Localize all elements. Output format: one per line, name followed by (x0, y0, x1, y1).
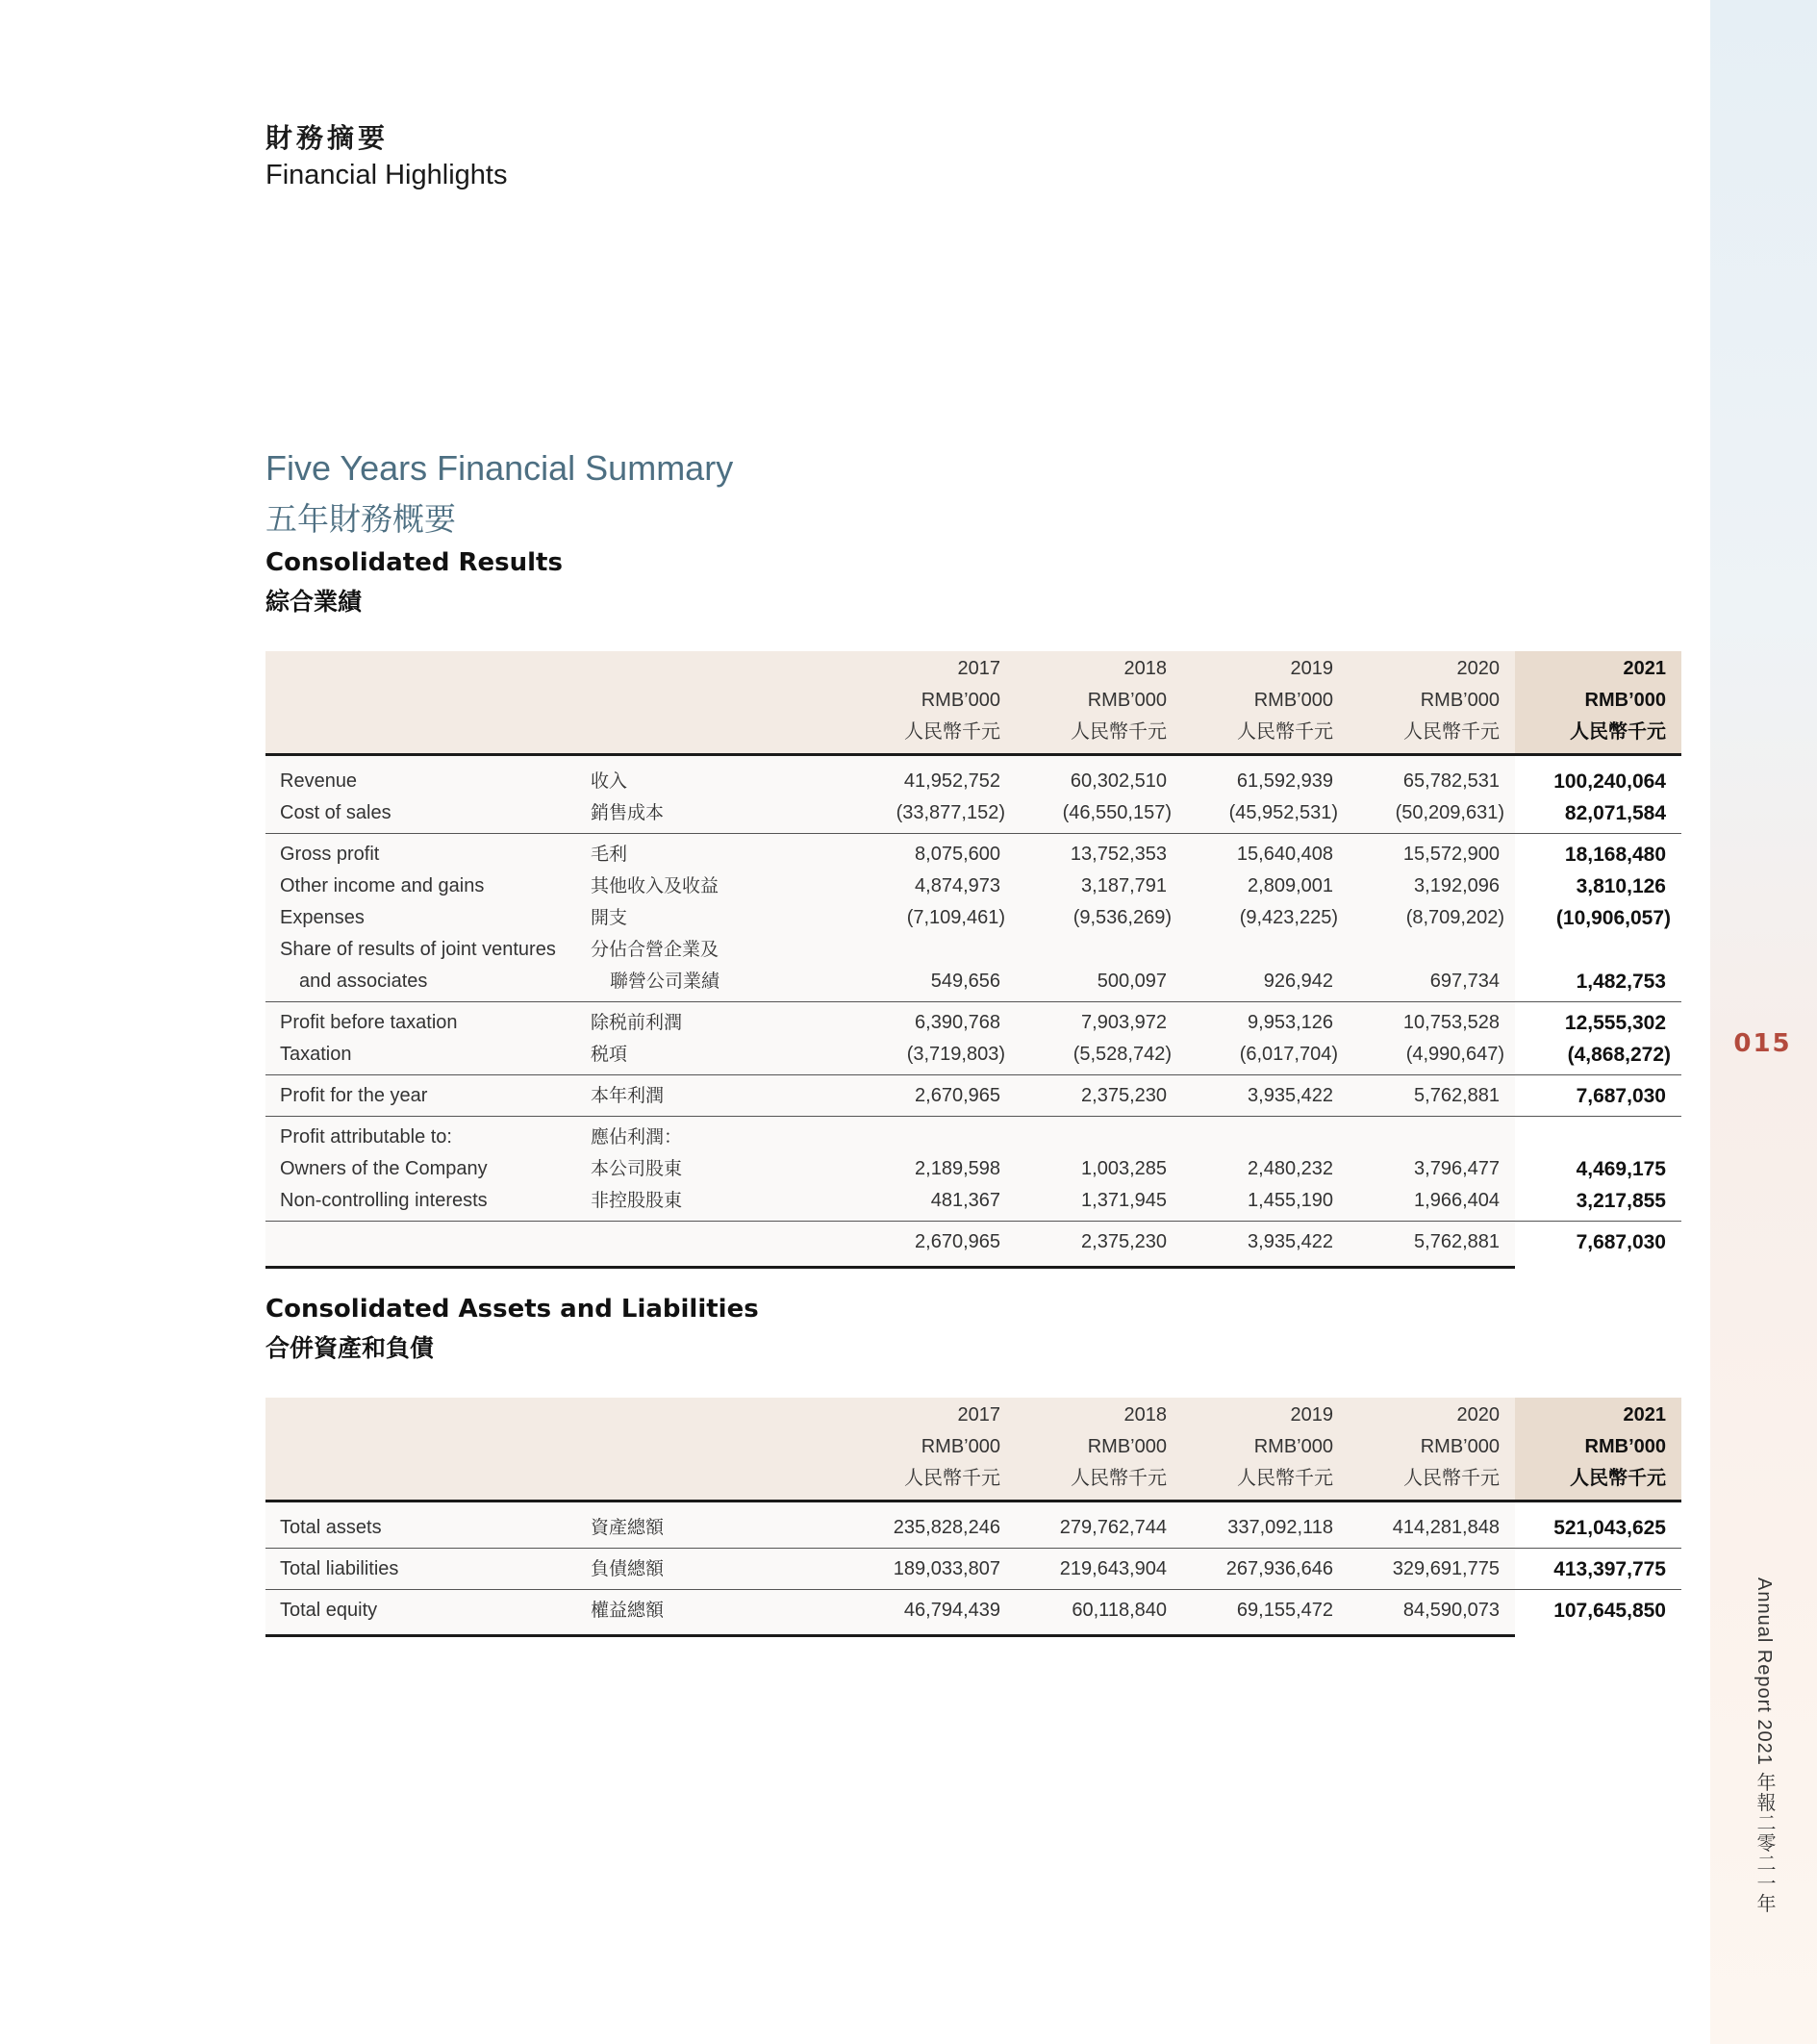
value-2018: 2,375,230 (1081, 1085, 1167, 1106)
value-2018: 7,903,972 (1081, 1012, 1167, 1033)
row-divider (265, 1071, 1681, 1080)
header-title-cn: 財務摘要 (265, 122, 390, 154)
value-2017: 189,033,807 (893, 1558, 1000, 1579)
table-row (265, 1039, 1681, 1071)
column-unit: RMB’000 (1420, 690, 1500, 711)
row-label-cn: 本年利潤 (591, 1085, 665, 1106)
value-2019: (45,952,531) (1228, 802, 1338, 823)
side-caption: Annual Report 2021 年報二零二一年 (1754, 1577, 1775, 1914)
value-2019: 15,640,408 (1236, 844, 1333, 865)
value-2019: 337,092,118 (1227, 1517, 1333, 1538)
row-label-cn: 税項 (591, 1044, 628, 1065)
value-2020: 65,782,531 (1402, 770, 1500, 792)
value-2017: 6,390,768 (915, 1012, 1000, 1033)
table-row (265, 871, 1681, 902)
row-label-en: Revenue (280, 770, 358, 792)
value-2018: (9,536,269) (1073, 907, 1172, 928)
column-header-2019 (1179, 1400, 1333, 1495)
row-divider (265, 997, 1681, 1007)
value-2017: 235,828,246 (893, 1517, 1000, 1538)
value-2018: 279,762,744 (1059, 1517, 1167, 1538)
row-label-en: Cost of sales (280, 802, 391, 823)
row-label-en: Share of results of joint ventures (280, 939, 556, 960)
value-2017: 549,656 (930, 971, 1000, 992)
value-2019: (6,017,704) (1239, 1044, 1338, 1065)
value-2018: 13,752,353 (1070, 844, 1167, 865)
table-row (265, 1153, 1681, 1185)
summary-title-cn: 五年財務概要 (265, 500, 456, 538)
table-row (265, 839, 1681, 871)
row-label-cn: 權益總額 (591, 1600, 665, 1621)
column-unit: RMB’000 (921, 690, 1000, 711)
table-row (265, 1595, 1681, 1627)
value-2019: 9,953,126 (1248, 1012, 1333, 1033)
column-header-2018 (1013, 653, 1167, 748)
table-row (265, 1226, 1681, 1258)
value-2020: 3,192,096 (1414, 875, 1500, 896)
summary-title-en: Five Years Financial Summary (265, 448, 734, 488)
column-unit-cn: 人民幣千元 (1237, 1468, 1333, 1489)
value-2021: (10,906,057) (1555, 907, 1671, 929)
column-unit: RMB’000 (1420, 1436, 1500, 1457)
value-2021: 7,687,030 (1576, 1085, 1666, 1107)
table-row (265, 1080, 1681, 1112)
value-2021: 100,240,064 (1553, 770, 1666, 793)
value-2018: (5,528,742) (1073, 1044, 1172, 1065)
column-unit: RMB’000 (1253, 690, 1333, 711)
table-row (265, 934, 1681, 966)
value-2021: 3,810,126 (1576, 875, 1666, 897)
value-2018: 500,097 (1097, 971, 1167, 992)
row-label-en: Total assets (280, 1517, 382, 1538)
value-2017: 41,952,752 (903, 770, 1000, 792)
row-label-en: Owners of the Company (280, 1158, 488, 1179)
column-year: 2020 (1456, 658, 1500, 679)
table-row (265, 1512, 1681, 1544)
value-2020: (50,209,631) (1395, 802, 1504, 823)
column-unit-cn: 人民幣千元 (1071, 1468, 1167, 1489)
assets-section-heading (265, 1295, 759, 1364)
value-2021: 82,071,584 (1564, 802, 1666, 824)
column-unit: RMB’000 (1087, 1436, 1167, 1457)
value-2021: 7,687,030 (1576, 1231, 1666, 1253)
row-label-en: Taxation (280, 1044, 352, 1065)
value-2018: 219,643,904 (1059, 1558, 1167, 1579)
table-row (265, 966, 1681, 997)
column-unit: RMB’000 (1584, 690, 1666, 711)
value-2020: 3,796,477 (1414, 1158, 1500, 1179)
value-2017: 2,670,965 (915, 1085, 1000, 1106)
table-row (265, 1553, 1681, 1585)
column-year: 2020 (1456, 1404, 1500, 1426)
column-year: 2019 (1290, 1404, 1333, 1426)
value-2018: 3,187,791 (1081, 875, 1167, 896)
value-2018: 1,371,945 (1081, 1190, 1167, 1211)
value-2021: 18,168,480 (1564, 844, 1666, 866)
value-2021: 3,217,855 (1576, 1190, 1666, 1212)
value-2020: 1,966,404 (1414, 1190, 1500, 1211)
row-label-en: Non-controlling interests (280, 1190, 488, 1211)
results-title-en: Consolidated Results (265, 548, 563, 577)
column-unit-cn: 人民幣千元 (1071, 721, 1167, 743)
results-title-cn: 綜合業績 (265, 588, 363, 616)
value-2020: (8,709,202) (1405, 907, 1504, 928)
value-2018: (46,550,157) (1062, 802, 1172, 823)
value-2019: 69,155,472 (1236, 1600, 1333, 1621)
table-row (265, 797, 1681, 829)
column-header-2020 (1346, 653, 1500, 748)
value-2017: (7,109,461) (906, 907, 1005, 928)
column-unit-cn: 人民幣千元 (1570, 1468, 1666, 1489)
column-unit-cn: 人民幣千元 (904, 1468, 1000, 1489)
column-unit: RMB’000 (921, 1436, 1000, 1457)
table-end-rule (265, 1266, 1681, 1269)
row-label-cn: 除税前利潤 (591, 1012, 683, 1033)
value-2018: 60,302,510 (1070, 770, 1167, 792)
value-2020: 414,281,848 (1392, 1517, 1500, 1538)
value-2017: 2,670,965 (915, 1231, 1000, 1252)
column-unit: RMB’000 (1584, 1436, 1666, 1457)
row-label-en: Gross profit (280, 844, 380, 865)
value-2020: (4,990,647) (1405, 1044, 1504, 1065)
value-2019: 3,935,422 (1248, 1085, 1333, 1106)
assets-table-header (265, 1398, 1681, 1502)
row-label-en: and associates (299, 971, 428, 992)
table-top-padding (265, 1502, 1681, 1512)
row-label-en: Profit attributable to: (280, 1126, 452, 1148)
column-unit-cn: 人民幣千元 (1237, 721, 1333, 743)
results-table-body (265, 756, 1681, 1269)
value-2019: 3,935,422 (1248, 1231, 1333, 1252)
row-label-en: Profit before taxation (280, 1012, 458, 1033)
column-header-2017 (846, 653, 1000, 748)
value-2021: 521,043,625 (1553, 1517, 1666, 1539)
column-header-2017 (846, 1400, 1000, 1495)
value-2020: 329,691,775 (1392, 1558, 1500, 1579)
page-number: 015 (1733, 1029, 1792, 1058)
column-year: 2017 (957, 1404, 1000, 1426)
row-label-cn: 銷售成本 (591, 802, 665, 823)
table-top-padding (265, 756, 1681, 766)
table-bottom-padding (265, 1258, 1681, 1266)
column-unit-cn: 人民幣千元 (1570, 721, 1666, 743)
value-2020: 5,762,881 (1414, 1085, 1500, 1106)
column-header-2021 (1512, 653, 1666, 748)
value-2020: 15,572,900 (1402, 844, 1500, 865)
column-header-2018 (1013, 1400, 1167, 1495)
page-header (265, 117, 507, 191)
table-row (265, 766, 1681, 797)
value-2020: 5,762,881 (1414, 1231, 1500, 1252)
column-header-2020 (1346, 1400, 1500, 1495)
column-unit-cn: 人民幣千元 (904, 721, 1000, 743)
column-header-2019 (1179, 653, 1333, 748)
value-2019: 61,592,939 (1236, 770, 1333, 792)
value-2021: 413,397,775 (1553, 1558, 1666, 1580)
row-divider (265, 1544, 1681, 1553)
row-label-en: Expenses (280, 907, 365, 928)
column-unit-cn: 人民幣千元 (1403, 1468, 1500, 1489)
assets-table (265, 1398, 1681, 1637)
value-2017: 8,075,600 (915, 844, 1000, 865)
row-divider (265, 1112, 1681, 1122)
value-2019: (9,423,225) (1239, 907, 1338, 928)
row-label-cn: 負債總額 (591, 1558, 665, 1579)
value-2018: 60,118,840 (1072, 1600, 1167, 1621)
row-label-en: Profit for the year (280, 1085, 428, 1106)
value-2017: (33,877,152) (896, 802, 1005, 823)
value-2021: (4,868,272) (1567, 1044, 1671, 1066)
table-row (265, 902, 1681, 934)
row-label-cn: 非控股股東 (591, 1190, 683, 1211)
value-2020: 10,753,528 (1402, 1012, 1500, 1033)
column-year: 2018 (1123, 658, 1167, 679)
table-row (265, 1007, 1681, 1039)
column-year: 2019 (1290, 658, 1333, 679)
row-divider (265, 1217, 1681, 1226)
results-table-header (265, 651, 1681, 756)
row-label-cn: 其他收入及收益 (591, 875, 719, 896)
assets-title-en: Consolidated Assets and Liabilities (265, 1295, 759, 1324)
table-bottom-padding (265, 1627, 1681, 1634)
value-2019: 926,942 (1263, 971, 1333, 992)
value-2018: 2,375,230 (1081, 1231, 1167, 1252)
results-section-heading (265, 548, 563, 618)
header-title-en: Financial Highlights (265, 160, 508, 190)
column-year: 2017 (957, 658, 1000, 679)
value-2021: 107,645,850 (1553, 1600, 1666, 1622)
column-year: 2018 (1123, 1404, 1167, 1426)
value-2017: 4,874,973 (915, 875, 1000, 896)
row-label-cn: 開支 (591, 907, 628, 928)
row-label-cn: 收入 (591, 770, 628, 792)
assets-title-cn: 合併資產和負債 (265, 1334, 435, 1362)
column-unit-cn: 人民幣千元 (1403, 721, 1500, 743)
row-label-en: Total liabilities (280, 1558, 399, 1579)
row-divider (265, 1585, 1681, 1595)
row-label-cn: 聯營公司業績 (610, 971, 720, 992)
value-2019: 2,809,001 (1248, 875, 1333, 896)
row-label-cn: 本公司股東 (591, 1158, 683, 1179)
column-year: 2021 (1623, 658, 1666, 679)
column-unit: RMB’000 (1253, 1436, 1333, 1457)
row-label-en: Other income and gains (280, 875, 485, 896)
value-2017: (3,719,803) (906, 1044, 1005, 1065)
row-label-cn: 應佔利潤： (591, 1126, 683, 1148)
value-2019: 1,455,190 (1248, 1190, 1333, 1211)
results-table (265, 651, 1681, 1269)
value-2020: 697,734 (1429, 971, 1500, 992)
table-row (265, 1122, 1681, 1153)
row-label-en: Total equity (280, 1600, 378, 1621)
value-2019: 267,936,646 (1225, 1558, 1333, 1579)
assets-table-body (265, 1502, 1681, 1637)
table-end-rule (265, 1634, 1681, 1637)
row-label-cn: 分佔合營企業及 (591, 939, 719, 960)
value-2017: 481,367 (930, 1190, 1000, 1211)
value-2018: 1,003,285 (1081, 1158, 1167, 1179)
value-2017: 46,794,439 (903, 1600, 1000, 1621)
value-2019: 2,480,232 (1248, 1158, 1333, 1179)
column-unit: RMB’000 (1087, 690, 1167, 711)
value-2021: 12,555,302 (1564, 1012, 1666, 1034)
table-row (265, 1185, 1681, 1217)
value-2021: 1,482,753 (1576, 971, 1666, 993)
value-2017: 2,189,598 (915, 1158, 1000, 1179)
row-label-cn: 毛利 (591, 844, 628, 865)
row-label-cn: 資產總額 (591, 1517, 665, 1538)
value-2020: 84,590,073 (1402, 1600, 1500, 1621)
summary-title (265, 448, 733, 540)
column-year: 2021 (1623, 1404, 1666, 1426)
column-header-2021 (1512, 1400, 1666, 1495)
value-2021: 4,469,175 (1576, 1158, 1666, 1180)
row-divider (265, 829, 1681, 839)
